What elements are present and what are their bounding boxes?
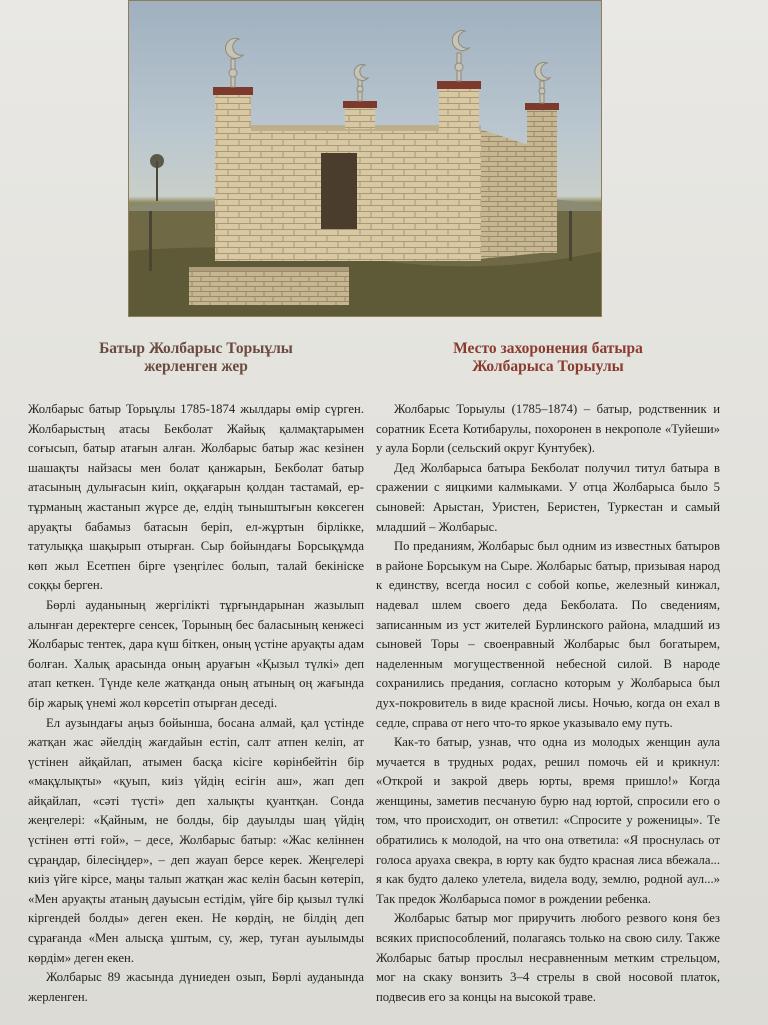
kazakh-paragraph: Жолбарыс батыр Торыұлы 1785-1874 жылдары өмір сүрген. Жолбарыстың атасы Бекболат Жайық қалмақтарымен соғысып, батыр атағын алған. Жолбарыс батыр жас кезінен шашақты найзасы мен болат қанжарын, Бекболат батыр атасының дулығасын киіп, оққағарын қолдан тастамай, ер-тұрманың жастанып жүрсе де, елдің тыныштығын көксеген аруақты бабамыз батасын беріп, ел-жұртын бірлікке, татулыққа шақырып отырған. Сыр бойындағы Борсықұмда көп жыл Есетпен бірге үзеңгілес болып, талай бекініске соққы берген. <box>28 402 364 593</box>
kazakh-heading-line2: жерленген жер <box>144 358 248 375</box>
russian-body <box>376 400 720 1007</box>
kazakh-heading <box>28 340 364 376</box>
mausoleum-photo <box>128 0 602 317</box>
kazakh-paragraph: Ел аузындағы аңыз бойынша, босана алмай, қал үстінде жатқан жас әйелдің жағдайын естіп, салт атпен келіп, ат үстінен айқайлап, атымен басқа кісіге көрінбейтін бір «мақұлықты» «қуып, киіз үйдің есігін аш», жап деп айқайлап, «сәті түсті» деп халықты қуантқан. Сонда жеңгелері: «Қайным, не болды, бір дауылды шаң үйдің үстінен өтті ғой», – десе, Жолбарыс батыр: «Жас келіннен сұраңдар, білесіңдер», – деп жауап берсе керек. Жеңгелері киіз үйге кірсе, маңы талып жатқан жас келін басын көтеріп, «Мен аруақты атаның дауысын естідім, үйге бір қызыл түлкі кіргендей болды» деген екен. Не көрдің, не білдің деп сұрағанда «Мен алысқа ұштым, су, жер, туған ауылымды көрдім» деген екен. <box>28 715 364 965</box>
russian-heading <box>376 340 720 376</box>
russian-paragraph: Жолбарыс батыр мог приручить любого резвого коня без всяких приспособлений, полагаясь только на свою силу. Также Жолбарыс батыр прослыл несравненным метким стрельцом, мог на скаку вонзить 3–4 стрелы в свой носовой платок, подвесив его за концы на высокой траве. <box>376 911 720 1004</box>
kazakh-heading-line1: Батыр Жолбарыс Торыұлы <box>99 340 293 357</box>
russian-column <box>376 340 720 1007</box>
kazakh-paragraph: Жолбарыс 89 жасында дүниеден озып, Бөрлі ауданында жерленген. <box>28 970 364 1004</box>
kazakh-paragraph: Бөрлі ауданының жергілікті тұрғындарынан жазылып алынған деректерге сенсек, Торының бес баласының кенжесі Жолбарыс тентек, дара күш біткен, оның үстіне аруақты адам болған. Халық арасында оның аруағын «Қызыл түлкі» деп атап кеткен. Түнде келе жатқанда оның атының оң жағында бір жарық үнемі жол көрсетіп отырған деседі. <box>28 597 364 710</box>
russian-paragraph: Дед Жолбарыса батыра Бекболат получил титул батыра в сражении с яицкими калмыками. У отца Жолбарыса было 5 сыновей: Арыстан, Уристен, Беристен, Туркестан и самый младший – Жолбарыс. <box>376 460 720 534</box>
russian-paragraph: Как-то батыр, узнав, что одна из молодых женщин аула мучается в трудных родах, решил помочь ей и крикнул: «Открой и закрой дверь юрты, время пришло!» Когда женщины, заметив песчаную бурю над юртой, спросили его о том, что происходит, он ответил: «Спросите у роженицы». Те обратились к молодой, на что она ответила: «Я проснулась от голоса аруаха свекра, в юрту как будто красная лиса вбежала... я как будто далеко улетела, видела воду, землю, родной аул...» Так предок Жолбарыса помог в рождении ребенка. <box>376 735 720 906</box>
russian-heading-line2: Жолбарыса Торыулы <box>472 358 624 375</box>
russian-paragraph: Жолбарыс Торыулы (1785–1874) – батыр, родственник и соратник Есета Котибарулы, похоронен в некрополе «Туйеши» у аула Борли (сельский округ Кунтубек). <box>376 402 720 456</box>
russian-paragraph: По преданиям, Жолбарыс был одним из известных батыров в районе Борсыкум на Сыре. Жолбарыс батыр, призывая народ к единству, всегда носил с собой копье, железный кинжал, надевал шлем своего деда Бекболата. По сведениям, записанным из уст жителей Бурлинского района, младший из сыновей Торы – своенравный Жолбарыс был богатырем, наделенным могущественной небесной силой. В народе сохранились предания, согласно которым у Жолбарыса был дух-покровитель в виде красной лисы. Ночью, когда он ехал в седле, справа от него что-то яркое указывало ему путь. <box>376 539 720 730</box>
kazakh-body <box>28 400 364 1007</box>
kazakh-column <box>28 340 364 1007</box>
russian-heading-line1: Место захоронения батыра <box>453 340 643 357</box>
mausoleum-illustration <box>129 1 602 317</box>
